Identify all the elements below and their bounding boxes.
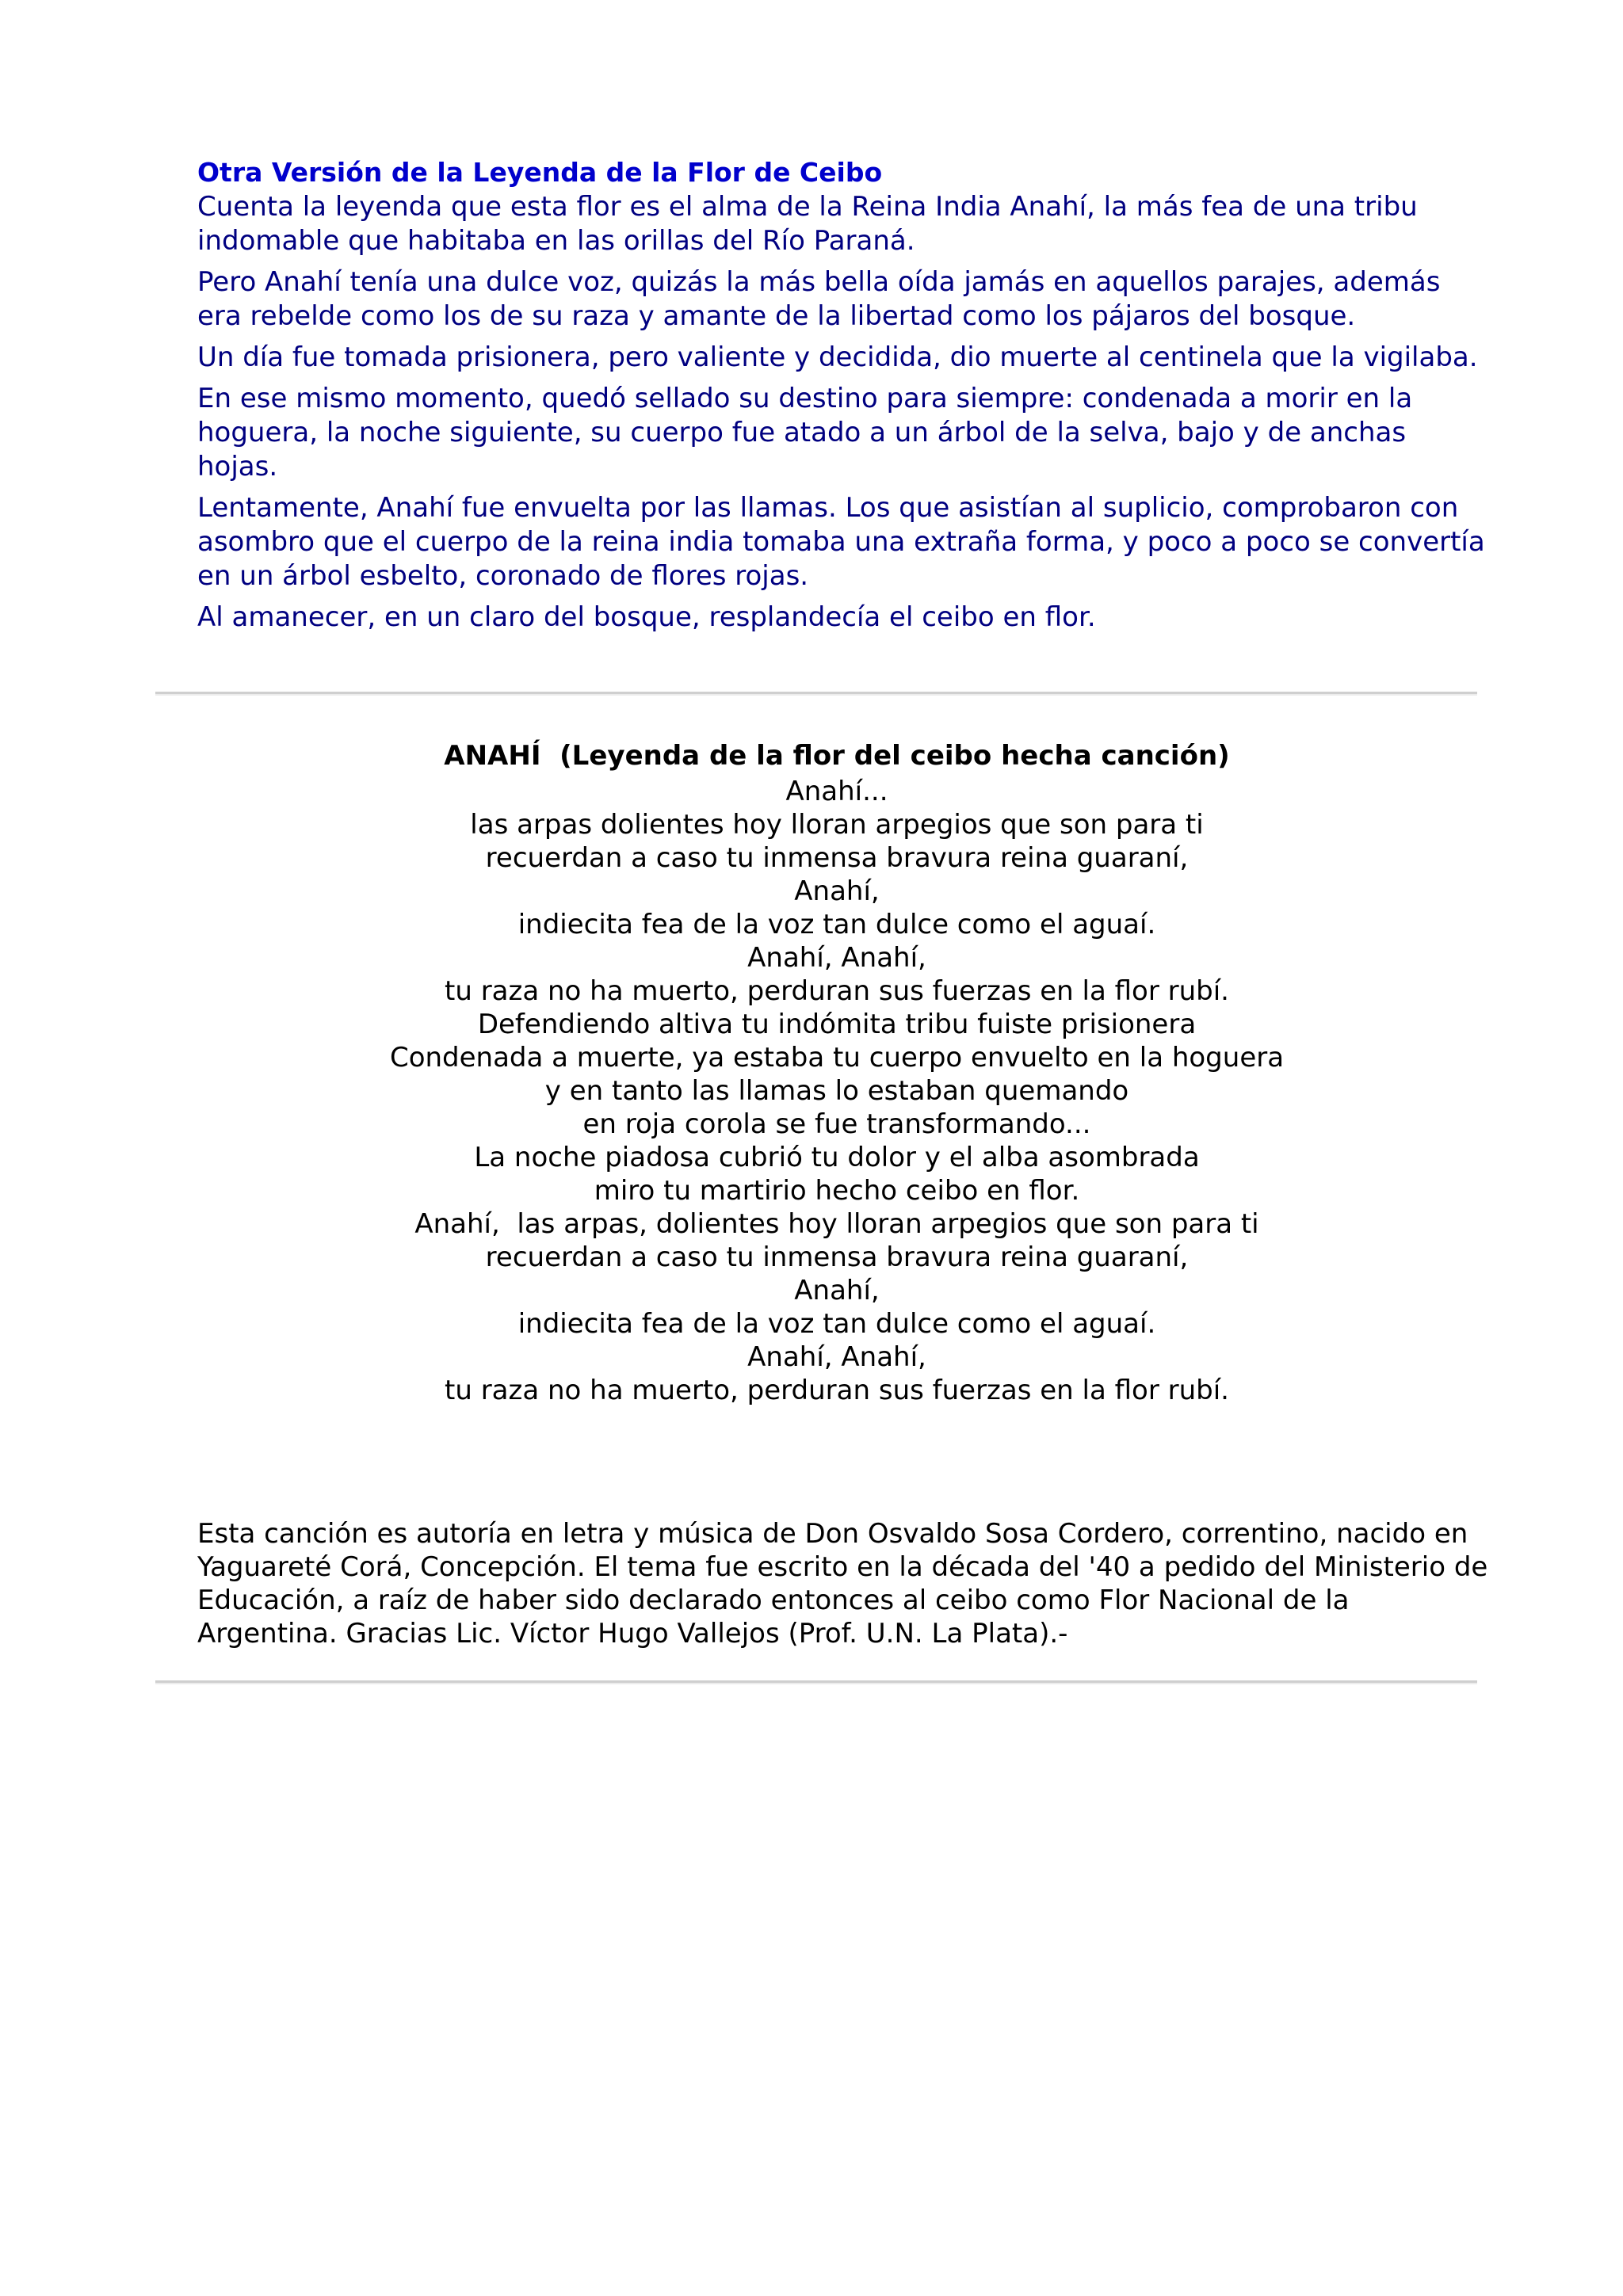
lyric-line: recuerdan a caso tu inmensa bravura reina guaraní,: [485, 1241, 1189, 1273]
lyric-line: y en tanto las llamas lo estaban quemando: [544, 1075, 1129, 1107]
lyric-line: en roja corola se fue transformando...: [582, 1108, 1091, 1140]
lyric-line: La noche piadosa cubrió tu dolor y el alba asombrada: [474, 1142, 1200, 1173]
song-title: ANAHÍ (Leyenda de la flor del ceibo hecha canción): [444, 740, 1230, 772]
lyric-line: Anahí...: [785, 776, 888, 807]
lyric-line: Condenada a muerte, ya estaba tu cuerpo envuelto en la hoguera: [389, 1042, 1285, 1074]
song-section: [155, 737, 1518, 1407]
lyric-line: Anahí, las arpas, dolientes hoy lloran arpegios que son para ti: [414, 1208, 1259, 1240]
lyric-line: tu raza no ha muerto, perduran sus fuerzas en la flor rubí.: [445, 975, 1229, 1007]
legend-title: Otra Versión de la Leyenda de la Flor de Ceibo: [197, 157, 883, 188]
song-credits: Esta canción es autoría en letra y música de Don Osvaldo Sosa Cordero, correntino, nacido en Yaguareté Corá, Concepción. El tema fue escrito en la década del '40 a pedido del Ministerio de Educación, a raíz de haber sido declarado entonces al ceibo como Flor Nacional de la Argentina. Gracias Lic. Víctor Hugo Vallejos (Prof. U.N. La Plata).-: [197, 1518, 1488, 1650]
horizontal-divider: [155, 692, 1477, 696]
lyric-line: miro tu martirio hecho ceibo en flor.: [594, 1175, 1080, 1207]
legend-paragraph: Al amanecer, en un claro del bosque, resplandecía el ceibo en flor.: [197, 601, 1096, 633]
lyric-line: indiecita fea de la voz tan dulce como el aguaí.: [517, 1308, 1156, 1340]
lyric-line: tu raza no ha muerto, perduran sus fuerzas en la flor rubí.: [445, 1375, 1229, 1406]
lyric-line: indiecita fea de la voz tan dulce como el aguaí.: [517, 909, 1156, 940]
legend-paragraph: Pero Anahí tenía una dulce voz, quizás la más bella oída jamás en aquellos parajes, además era rebelde como los de su raza y amante de la libertad como los pájaros del bosque.: [197, 266, 1441, 332]
lyric-line: recuerdan a caso tu inmensa bravura reina guaraní,: [485, 842, 1189, 874]
lyric-line: Anahí,: [794, 875, 880, 907]
lyric-line: Anahí, Anahí,: [747, 942, 926, 974]
lyric-line: Defendiendo altiva tu indómita tribu fuiste prisionera: [477, 1009, 1197, 1040]
song-lyrics: [155, 775, 1518, 1407]
legend-paragraph: Un día fue tomada prisionera, pero valiente y decidida, dio muerte al centinela que la vigilaba.: [197, 341, 1478, 373]
legend-paragraph: Lentamente, Anahí fue envuelta por las llamas. Los que asistían al suplicio, comprobaron con asombro que el cuerpo de la reina india tomaba una extraña forma, y poco a poco se convertía en un árbol esbelto, coronado de flores rojas.: [197, 492, 1485, 592]
legend-paragraph: En ese mismo momento, quedó sellado su destino para siempre: condenada a morir en la hoguera, la noche siguiente, su cuerpo fue atado a un árbol de la selva, bajo y de anchas hojas.: [197, 383, 1413, 482]
legend-paragraph: Cuenta la leyenda que esta flor es el alma de la Reina India Anahí, la más fea de una tribu indomable que habitaba en las orillas del Río Paraná.: [197, 191, 1418, 257]
lyric-line: Anahí, Anahí,: [747, 1341, 926, 1373]
horizontal-divider: [155, 1680, 1477, 1684]
legend-section: [197, 155, 1489, 642]
lyric-line: Anahí,: [794, 1275, 880, 1306]
lyric-line: las arpas dolientes hoy lloran arpegios que son para ti: [470, 809, 1204, 841]
